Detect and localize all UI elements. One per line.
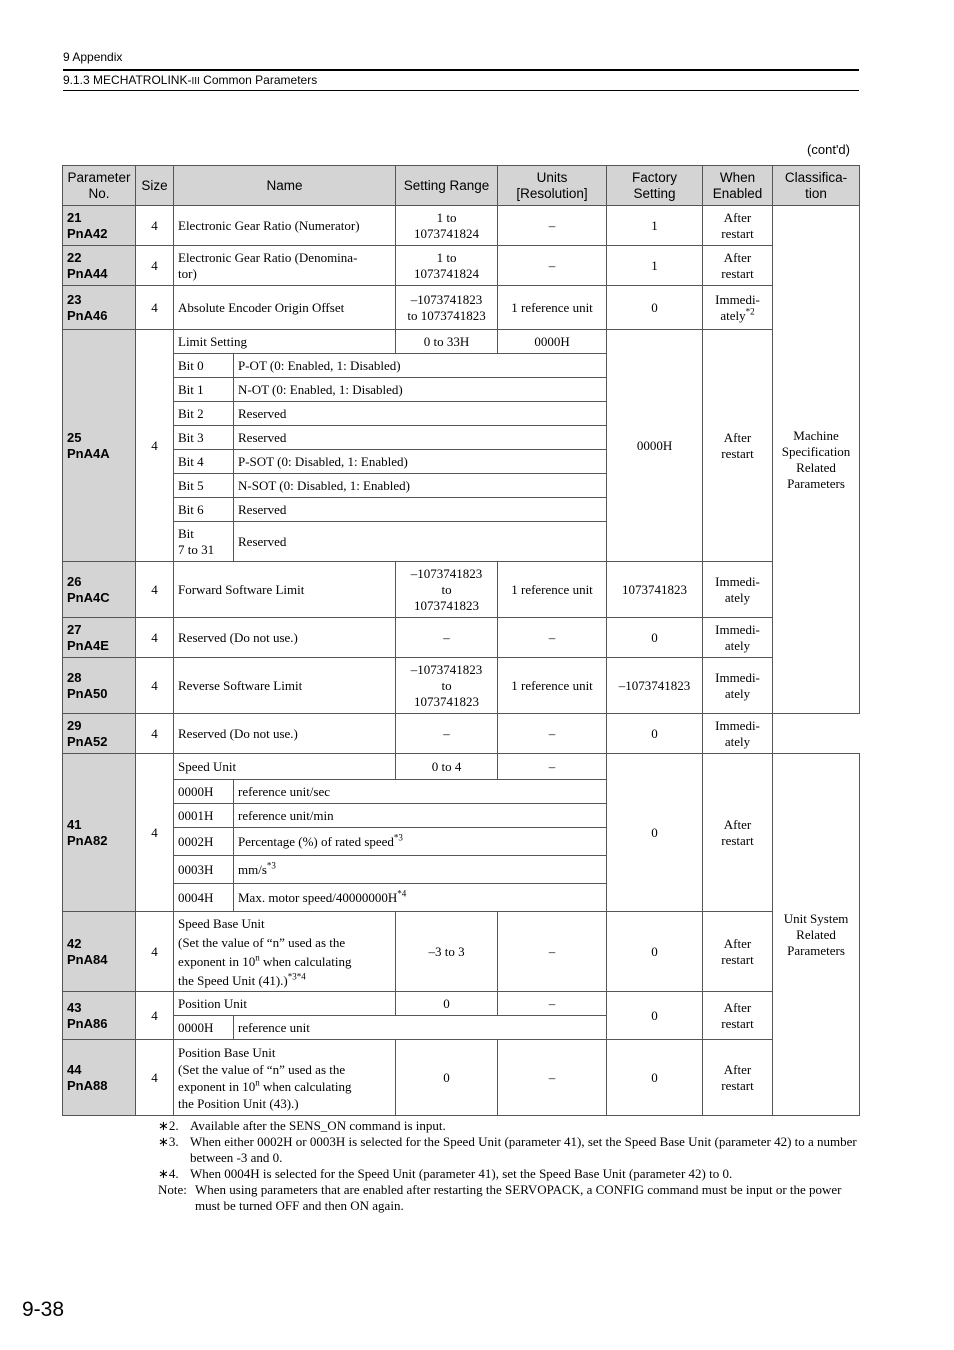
param-no: 28 PnA50 <box>63 658 136 714</box>
param-size: 4 <box>136 658 174 714</box>
param-when: After restart <box>703 992 773 1040</box>
bit-label: Bit 4 <box>174 450 234 474</box>
param-factory: 1073741823 <box>607 562 703 618</box>
bit-label: Bit 7 to 31 <box>174 522 234 562</box>
param-factory: 0 <box>607 286 703 330</box>
col-setting-range: Setting Range <box>396 166 498 206</box>
param-name: Speed Base Unit (Set the value of “n” used as the exponent in 10$^n$ when calculating the Speed Unit (41).)$^{*3*4}$ <box>174 912 396 992</box>
bit-desc: N-OT (0: Enabled, 1: Disabled) <box>234 378 607 402</box>
param-when: After restart <box>703 912 773 992</box>
param-no: 25 PnA4A <box>63 330 136 562</box>
col-factory: Factory Setting <box>607 166 703 206</box>
col-when: When Enabled <box>703 166 773 206</box>
param-factory: –1073741823 <box>607 658 703 714</box>
param-size: 4 <box>136 330 174 562</box>
contd-label: (cont'd) <box>807 142 850 157</box>
param-range: –1073741823 to 1073741823 <box>396 562 498 618</box>
param-units: – <box>498 246 607 286</box>
param-range: –1073741823 to 1073741823 <box>396 658 498 714</box>
param-no: 29 PnA52 <box>63 714 136 754</box>
bit-desc: P-SOT (0: Disabled, 1: Enabled) <box>234 450 607 474</box>
option-desc: reference unit/sec <box>234 780 607 804</box>
option-desc: reference unit <box>234 1016 607 1040</box>
bit-desc: Reserved <box>234 522 607 562</box>
param-size: 4 <box>136 562 174 618</box>
class-unit-system: Unit System Related Parameters <box>773 754 860 1116</box>
param-when: After restart <box>703 206 773 246</box>
param-when: Immedi- ately$^{*2}$ <box>703 286 773 330</box>
option-desc: Percentage (%) of rated speed$^{*3}$ <box>234 828 607 856</box>
col-units: Units [Resolution] <box>498 166 607 206</box>
param-no: 41 PnA82 <box>63 754 136 912</box>
option-code: 0003H <box>174 856 234 884</box>
param-factory: 0000H <box>607 330 703 562</box>
option-desc: Max. motor speed/$40000000H^{*4}$ <box>234 884 607 912</box>
bit-label: Bit 0 <box>174 354 234 378</box>
param-units: 1 reference unit <box>498 658 607 714</box>
param-when: After restart <box>703 330 773 562</box>
param-no: 21 PnA42 <box>63 206 136 246</box>
param-when: After restart <box>703 1040 773 1116</box>
bit-label: Bit 2 <box>174 402 234 426</box>
col-size: Size <box>136 166 174 206</box>
param-when: Immedi- ately <box>703 714 773 754</box>
table-row <box>63 246 860 286</box>
footnotes <box>158 1118 858 1214</box>
param-name: Reverse Software Limit <box>174 658 396 714</box>
col-param-no: Parameter No. <box>63 166 136 206</box>
param-range: 1 to 1073741824 <box>396 246 498 286</box>
col-class: Classifica- tion <box>773 166 860 206</box>
table-row <box>63 714 860 754</box>
bit-desc: Reserved <box>234 498 607 522</box>
param-range: –3 to 3 <box>396 912 498 992</box>
param-name: Reserved (Do not use.) <box>174 714 396 754</box>
param-name: Position Base Unit (Set the value of “n” used as the exponent in 10$^n$ when calculating the Position Unit (43).) <box>174 1040 396 1116</box>
param-units: 1 reference unit <box>498 562 607 618</box>
col-name: Name <box>174 166 396 206</box>
param-no: 23 PnA46 <box>63 286 136 330</box>
param-size: 4 <box>136 246 174 286</box>
table-row <box>63 286 860 330</box>
bit-label: Bit 6 <box>174 498 234 522</box>
param-factory: 0 <box>607 714 703 754</box>
param-size: 4 <box>136 618 174 658</box>
section-header: 9.1.3 MECHATROLINK-III Common Parameters <box>63 73 318 87</box>
param-size: 4 <box>136 286 174 330</box>
param-name: Absolute Encoder Origin Offset <box>174 286 396 330</box>
param-units: – <box>498 912 607 992</box>
table-row <box>63 754 860 780</box>
param-units: – <box>498 992 607 1016</box>
header-rule <box>63 69 859 71</box>
param-when: After restart <box>703 754 773 912</box>
param-name: Speed Unit <box>174 754 396 780</box>
param-factory: 0 <box>607 912 703 992</box>
param-name: Electronic Gear Ratio (Numerator) <box>174 206 396 246</box>
param-no: 44 PnA88 <box>63 1040 136 1116</box>
param-units: – <box>498 754 607 780</box>
param-name: Position Unit <box>174 992 396 1016</box>
param-units: 0000H <box>498 330 607 354</box>
param-range: – <box>396 618 498 658</box>
param-range: 0 to 4 <box>396 754 498 780</box>
param-factory: 0 <box>607 1040 703 1116</box>
page-number: 9-38 <box>22 1298 65 1321</box>
param-units: – <box>498 618 607 658</box>
bit-desc: N-SOT (0: Disabled, 1: Enabled) <box>234 474 607 498</box>
param-size: 4 <box>136 1040 174 1116</box>
param-factory: 0 <box>607 992 703 1040</box>
footnote: ∗4. When 0004H is selected for the Speed Unit (parameter 41), set the Speed Base Unit (parameter 42) to 0. <box>158 1166 733 1181</box>
footnote: ∗3. When either 0002H or 0003H is selected for the Speed Unit (parameter 41), set the Speed Base Unit (parameter 42) to a number between -3 and 0. <box>158 1134 857 1165</box>
table-row <box>63 912 860 992</box>
bit-desc: P-OT (0: Enabled, 1: Disabled) <box>234 354 607 378</box>
footnote: ∗2. Available after the SENS_ON command is input. <box>158 1118 446 1133</box>
param-units: – <box>498 714 607 754</box>
option-code: 0000H <box>174 780 234 804</box>
param-name: Limit Setting <box>174 330 396 354</box>
param-range: 0 <box>396 992 498 1016</box>
table-row <box>63 206 860 246</box>
table-row <box>63 1040 860 1116</box>
param-no: 27 PnA4E <box>63 618 136 658</box>
param-no: 26 PnA4C <box>63 562 136 618</box>
param-no: 43 PnA86 <box>63 992 136 1040</box>
param-range: 1 to 1073741824 <box>396 206 498 246</box>
param-size: 4 <box>136 206 174 246</box>
param-units: – <box>498 1040 607 1116</box>
param-factory: 0 <box>607 754 703 912</box>
param-name: Electronic Gear Ratio (Denomina- tor) <box>174 246 396 286</box>
bit-desc: Reserved <box>234 402 607 426</box>
param-size: 4 <box>136 754 174 912</box>
option-code: 0000H <box>174 1016 234 1040</box>
note: Note: When using parameters that are enabled after restarting the SERVOPACK, a CONFIG command must be input or the power must be turned OFF and then ON again. <box>158 1182 842 1213</box>
option-desc: $mm/s^{*3}$ <box>234 856 607 884</box>
bit-label: Bit 5 <box>174 474 234 498</box>
bit-label: Bit 1 <box>174 378 234 402</box>
param-when: Immedi- ately <box>703 618 773 658</box>
param-no: 42 PnA84 <box>63 912 136 992</box>
param-when: Immedi- ately <box>703 658 773 714</box>
param-range: 0 <box>396 1040 498 1116</box>
param-size: 4 <box>136 714 174 754</box>
param-range: –1073741823 to 1073741823 <box>396 286 498 330</box>
param-range: – <box>396 714 498 754</box>
param-name: Reserved (Do not use.) <box>174 618 396 658</box>
param-factory: 1 <box>607 246 703 286</box>
table-row <box>63 992 860 1016</box>
chapter-header: 9 Appendix <box>63 50 123 64</box>
section-rule <box>63 90 859 91</box>
param-units: – <box>498 206 607 246</box>
parameter-table <box>62 165 860 1116</box>
table-row <box>63 562 860 618</box>
param-factory: 0 <box>607 618 703 658</box>
table-row <box>63 330 860 354</box>
option-code: 0001H <box>174 804 234 828</box>
table-row <box>63 658 860 714</box>
option-desc: reference unit/min <box>234 804 607 828</box>
option-code: 0002H <box>174 828 234 856</box>
param-no: 22 PnA44 <box>63 246 136 286</box>
table-row <box>63 618 860 658</box>
bit-label: Bit 3 <box>174 426 234 450</box>
table-header-row <box>63 166 860 206</box>
param-factory: 1 <box>607 206 703 246</box>
param-when: After restart <box>703 246 773 286</box>
option-code: 0004H <box>174 884 234 912</box>
param-range: 0 to 33H <box>396 330 498 354</box>
param-name: Forward Software Limit <box>174 562 396 618</box>
param-units: 1 reference unit <box>498 286 607 330</box>
bit-desc: Reserved <box>234 426 607 450</box>
param-when: Immedi- ately <box>703 562 773 618</box>
param-size: 4 <box>136 992 174 1040</box>
param-size: 4 <box>136 912 174 992</box>
class-machine: Machine Specification Related Parameters <box>773 206 860 714</box>
